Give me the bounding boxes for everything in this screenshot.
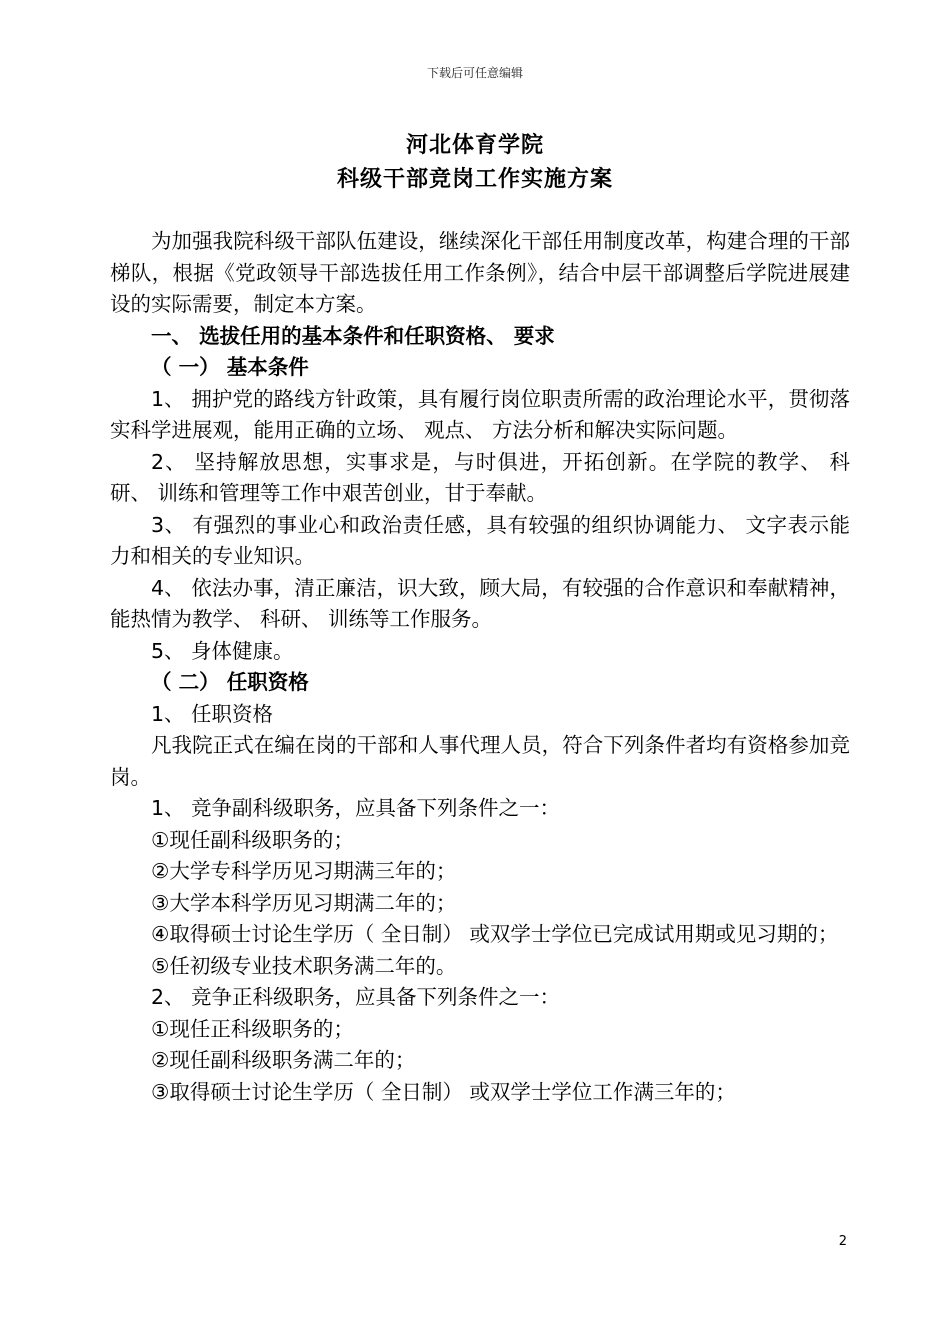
body-paragraph: 3、 有强烈的事业心和政治责任感，具有较强的组织协调能力、 文字表示能力和相关的专业知识。 xyxy=(110,512,850,568)
body-paragraph: ②大学专科学历见习期满三年的； xyxy=(151,859,457,883)
document-title-line1: 河北体育学院 xyxy=(405,133,544,158)
section-heading: 一、 选拔任用的基本条件和任职资格、 要求 xyxy=(151,323,555,348)
body-paragraph: ③大学本科学历见习期满二年的； xyxy=(151,890,457,915)
body-paragraph: ⑤任初级专业技术职务满二年的。 xyxy=(151,953,457,978)
page-header-note: 下载后可任意编辑 xyxy=(426,66,523,80)
body-paragraph: 2、 竞争正科级职务，应具备下列条件之一： xyxy=(151,985,561,1009)
section-heading: （ 二） 任职资格 xyxy=(151,670,309,694)
page-number: 2 xyxy=(838,1234,847,1249)
body-paragraph: 1、 拥护党的路线方针政策，具有履行岗位职责所需的政治理论水平，贯彻落实科学进展观，能用正确的立场、 观点、 方法分析和解决实际问题。 xyxy=(110,386,850,442)
body-paragraph: ①现任正科级职务的； xyxy=(151,1016,354,1041)
body-paragraph: 1、 竞争副科级职务，应具备下列条件之一： xyxy=(151,796,561,820)
body-paragraph: 5、 身体健康。 xyxy=(151,638,294,663)
document-body xyxy=(110,226,850,1108)
section-heading: （ 一） 基本条件 xyxy=(151,355,309,379)
body-paragraph: 4、 依法办事，清正廉洁，识大致，顾大局，有较强的合作意识和奉献精神，能热情为教学、 科研、 训练等工作服务。 xyxy=(110,575,850,631)
body-paragraph: 凡我院正式在编在岗的干部和人事代理人员，符合下列条件者均有资格参加竞岗。 xyxy=(110,733,850,789)
document-title-line2: 科级干部竞岗工作实施方案 xyxy=(336,167,613,192)
body-paragraph: 1、 任职资格 xyxy=(151,701,274,726)
body-paragraph: ③取得硕士讨论生学历（ 全日制） 或双学士学位工作满三年的； xyxy=(151,1079,736,1104)
body-paragraph: ①现任副科级职务的； xyxy=(151,827,354,852)
body-paragraph: ④取得硕士讨论生学历（ 全日制） 或双学士学位已完成试用期或见习期的； xyxy=(151,922,839,946)
body-paragraph: ②现任副科级职务满二年的； xyxy=(151,1048,416,1072)
body-paragraph: 为加强我院科级干部队伍建设，继续深化干部任用制度改革，构建合理的干部梯队，根据《党政领导干部选拔任用工作条例》，结合中层干部调整后学院进展建设的实际需要，制定本方案。 xyxy=(110,229,850,316)
body-paragraph: 2、 坚持解放思想，实事求是，与时俱进，开拓创新。在学院的教学、 科研、 训练和管理等工作中艰苦创业，甘于奉献。 xyxy=(110,449,850,505)
